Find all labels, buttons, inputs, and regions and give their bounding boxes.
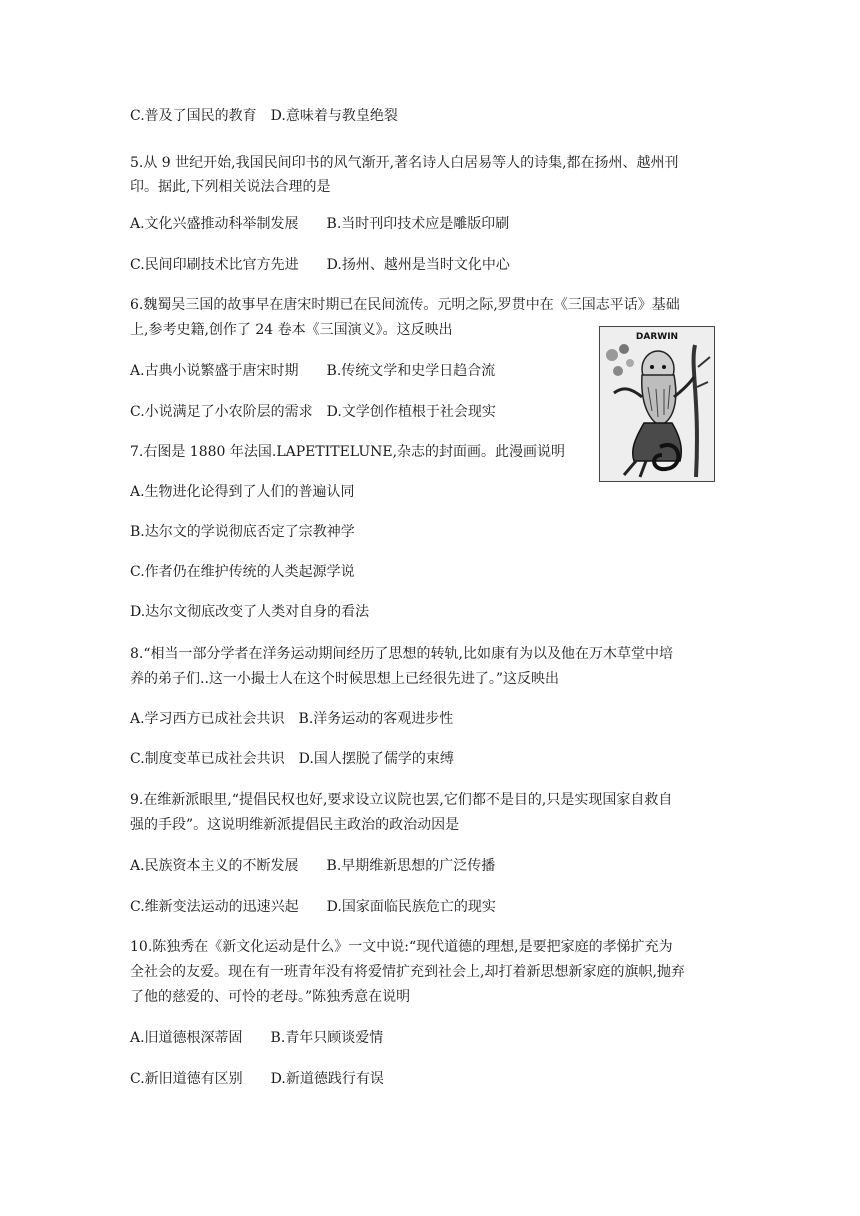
question-7-text: 7.右图是 1880 年法国.LAPETITELUNE,杂志的封面画。此漫画说明 (130, 444, 566, 460)
option-line: A.民族资本主义的不断发展 B.早期维新思想的广泛传播 (130, 858, 496, 874)
question-9-text: 9.在维新派眼里,“提倡民权也好,要求设立议院也罢,它们都不是目的,只是实现国家自救自 (130, 792, 673, 808)
question-6-text: 上,参考史籍,创作了 24 卷本《三国演义》。这反映出 (130, 322, 453, 338)
option-line: A.旧道德根深蒂固 B.青年只顾谈爱情 (130, 1030, 384, 1046)
option-line: C.新旧道德有区别 D.新道德践行有误 (130, 1071, 384, 1087)
question-10-text: 了他的慈爱的、可怜的老母。”陈独秀意在说明 (130, 989, 411, 1005)
option-line: A.学习西方已成社会共识 B.洋务运动的客观进步性 (130, 711, 454, 727)
question-10-text: 10.陈独秀在《新文化运动是什么》一文中说:“现代道德的理想,是要把家庭的孝悌扩充为 (130, 939, 673, 955)
question-8-text: 8.“相当一部分学者在洋务运动期间经历了思想的转轨,比如康有为以及他在万木草堂中培 (130, 646, 673, 662)
question-10-text: 全社会的友爱。现在有一班青年没有将爱情扩充到社会上,却打着新思想新家庭的旗帜,抛弃 (130, 964, 685, 980)
option-line: C.民间印刷技术比官方先进 D.扬州、越州是当时文化中心 (130, 257, 510, 273)
darwin-caricature-image (599, 326, 715, 482)
option-line: A.古典小说繁盛于唐宋时期 B.传统文学和史学日趋合流 (130, 363, 496, 379)
option-line: C.维新变法运动的迅速兴起 D.国家面临民族危亡的现实 (130, 899, 496, 915)
question-5-text: 印。据此,下列相关说法合理的是 (130, 179, 331, 195)
question-8-text: 养的弟子们..这一小撮士人在这个时候思想上已经很先进了。”这反映出 (130, 671, 560, 687)
option-line: C.制度变革已成社会共识 D.国人摆脱了儒学的束缚 (130, 751, 454, 767)
question-5-text: 5.从 9 世纪开始,我国民间印书的风气渐开,著名诗人白居易等人的诗集,都在扬州、越州刊 (130, 155, 679, 171)
option-line: C.小说满足了小农阶层的需求 D.文学创作植根于社会现实 (130, 404, 496, 420)
figure-caption: DARWIN (635, 332, 679, 342)
option-line: C.作者仍在维护传统的人类起源学说 (130, 564, 355, 580)
question-6-text: 6.魏蜀吴三国的故事早在唐宋时期已在民间流传。元明之际,罗贯中在《三国志平话》基础 (130, 297, 680, 313)
option-line: C.普及了国民的教育 D.意味着与教皇绝裂 (130, 108, 398, 124)
option-line: B.达尔文的学说彻底否定了宗教神学 (130, 524, 355, 540)
option-line: A.文化兴盛推动科举制发展 B.当时刊印技术应是雕版印刷 (130, 216, 510, 232)
option-line: D.达尔文彻底改变了人类对自身的看法 (130, 604, 370, 620)
question-9-text: 强的手段”。这说明维新派提倡民主政治的政治动因是 (130, 817, 460, 833)
option-line: A.生物进化论得到了人们的普遍认同 (130, 484, 355, 500)
